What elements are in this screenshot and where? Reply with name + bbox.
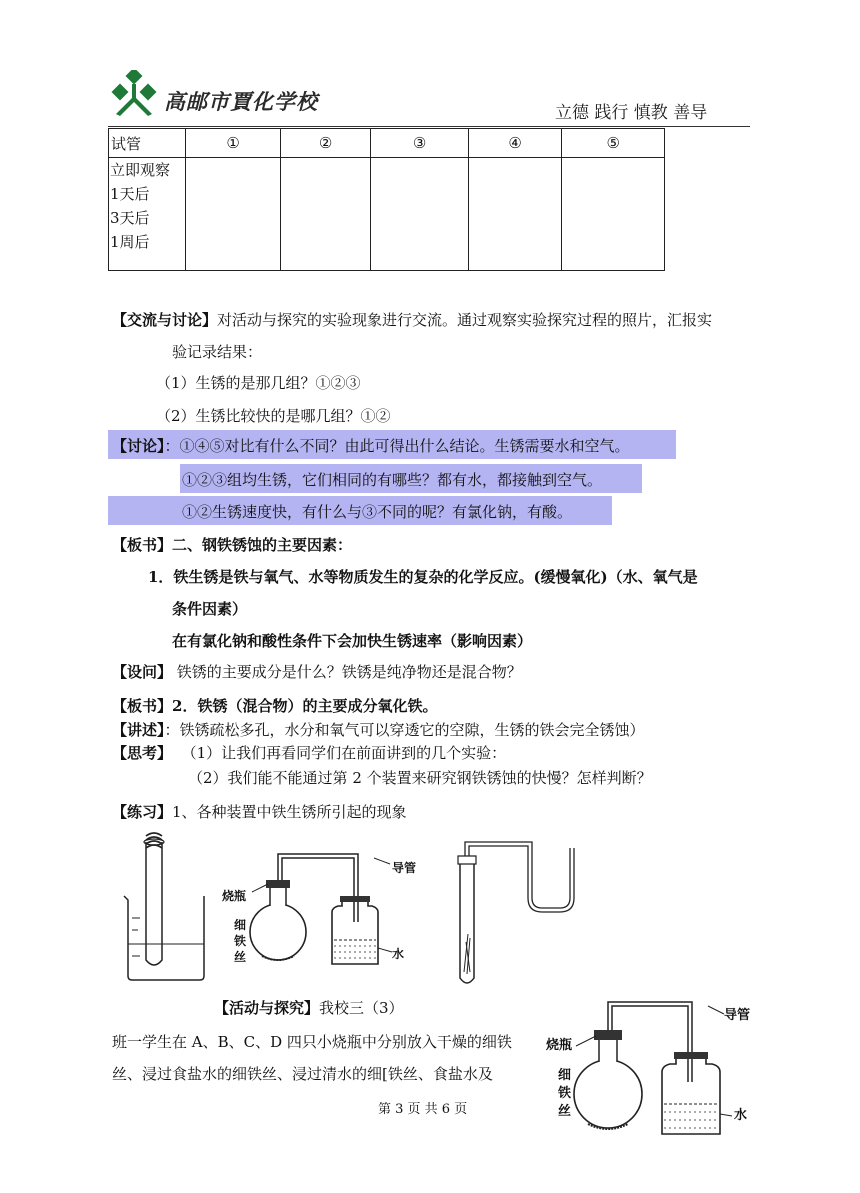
water-label-2: 水 bbox=[734, 1108, 748, 1123]
activity-line-3: 丝、浸过食盐水的细铁丝、浸过清水的细[铁丝、食盐水及 bbox=[112, 1065, 493, 1083]
header-rule bbox=[108, 126, 750, 127]
discussion-text: 对活动与探究的实验现象进行交流。通过观察实验探究过程的照片，汇报实 bbox=[217, 311, 713, 329]
school-motto: 立德 践行 慎教 善导 bbox=[555, 103, 708, 123]
think-line-2: （2）我们能不能通过第 2 个装置来研究钢铁锈蚀的快慢？怎样判断？ bbox=[188, 769, 652, 787]
school-logo bbox=[108, 70, 160, 118]
talk-line-1 bbox=[112, 436, 630, 456]
board-title: 二、钢铁锈蚀的主要因素： bbox=[172, 536, 353, 554]
discussion-text-cont: 验记录结果： bbox=[172, 343, 263, 361]
ask-text: 铁锈的主要成分是什么？铁锈是纯净物还是混合物？ bbox=[176, 663, 522, 681]
row-label: 1天后 bbox=[110, 185, 150, 203]
explain-tag: 【讲述】 bbox=[112, 721, 165, 739]
school-name: 高邮市賈化学校 bbox=[164, 89, 318, 114]
table-header-cell: ① bbox=[186, 129, 281, 158]
u-tube-apparatus bbox=[448, 838, 588, 988]
explain-text: ：铁锈疏松多孔，水分和氧气可以穿透它的空隙，生锈的铁会完全锈蚀） bbox=[164, 721, 645, 739]
ask-tag: 【设问】 bbox=[112, 663, 173, 681]
table-header-cell: ⑤ bbox=[562, 129, 665, 158]
board-point-1: 1．铁生锈是铁与氧气、水等物质发生的复杂的化学反应。(缓慢氧化)（水、氧气是 bbox=[148, 568, 698, 586]
beaker-apparatus bbox=[118, 830, 210, 984]
think-text-1: （1）让我们再看同学们在前面讲到的几个实验： bbox=[181, 744, 507, 762]
wire-label-1c: 丝 bbox=[234, 950, 247, 964]
table-cell bbox=[280, 158, 370, 271]
practice-line bbox=[112, 802, 407, 822]
question-2: （2）生锈比较快的是哪几组？①② bbox=[156, 407, 391, 425]
discussion-paragraph bbox=[112, 310, 712, 330]
board-heading bbox=[112, 535, 352, 555]
table-cell bbox=[186, 158, 281, 271]
explain-line bbox=[112, 720, 645, 740]
water-label-1: 水 bbox=[392, 947, 405, 961]
question-1: （1）生锈的是那几组？①②③ bbox=[156, 374, 361, 392]
wire-label-2a: 细 bbox=[558, 1068, 572, 1083]
talk-text-1: ：①④⑤对比有什么不同？由此可得出什么结论。生锈需要水和空气。 bbox=[164, 437, 630, 455]
flask-label-2: 烧瓶 bbox=[546, 1038, 573, 1053]
think-line-1 bbox=[112, 743, 506, 763]
page-number: 第 3 页 共 6 页 bbox=[378, 1102, 468, 1117]
flask-apparatus-1 bbox=[222, 848, 412, 970]
ask-line bbox=[112, 662, 522, 682]
talk-line-3: ①②生锈速度快，有什么与③不同的呢？有氯化钠，有酸。 bbox=[182, 503, 573, 521]
board-point-1-extra: 在有氯化钠和酸性条件下会加快生锈速率（影响因素） bbox=[172, 632, 533, 650]
row-label: 3天后 bbox=[110, 209, 150, 227]
discussion-tag: 【交流与讨论】 bbox=[112, 311, 218, 329]
activity-text: 我校三（3） bbox=[319, 999, 404, 1017]
talk-tag: 【讨论】 bbox=[112, 437, 165, 455]
activity-tag: 【活动与探究】 bbox=[214, 999, 320, 1017]
activity-line-1 bbox=[214, 998, 404, 1018]
board-2-line bbox=[112, 696, 437, 716]
table-cell bbox=[468, 158, 562, 271]
observation-table bbox=[108, 128, 665, 271]
board-point-1-cont: 条件因素） bbox=[172, 600, 248, 618]
tube-label-2: 导管 bbox=[724, 1008, 751, 1023]
board-tag: 【板书】 bbox=[112, 536, 173, 554]
row-label: 1周后 bbox=[110, 233, 150, 251]
table-header-cell: ② bbox=[280, 129, 370, 158]
table-header-cell: ③ bbox=[371, 129, 469, 158]
activity-line-2: 班一学生在 A、B、C、D 四只小烧瓶中分别放入干燥的细铁 bbox=[112, 1033, 512, 1051]
talk-line-2: ①②③组均生锈，它们相同的有哪些？都有水，都接触到空气。 bbox=[182, 471, 603, 489]
practice-tag: 【练习】 bbox=[112, 803, 173, 821]
wire-label-2c: 丝 bbox=[558, 1104, 572, 1119]
table-header-cell: 试管 bbox=[109, 129, 186, 158]
wire-label-1b: 铁 bbox=[234, 934, 247, 948]
wire-label-2b: 铁 bbox=[558, 1086, 572, 1101]
board-2-tag: 【板书】 bbox=[112, 697, 173, 715]
row-label: 立即观察 bbox=[110, 161, 171, 179]
think-tag: 【思考】 bbox=[112, 744, 173, 762]
row-labels-cell bbox=[109, 158, 186, 271]
wire-label-1a: 细 bbox=[234, 918, 247, 932]
table-cell bbox=[562, 158, 665, 271]
practice-text: 1、各种装置中铁生锈所引起的现象 bbox=[172, 803, 407, 821]
board-2-text: 2．铁锈（混合物）的主要成分氧化铁。 bbox=[172, 697, 438, 715]
flask-label-1: 烧瓶 bbox=[222, 889, 247, 903]
table-header-cell: ④ bbox=[468, 129, 562, 158]
table-cell bbox=[371, 158, 469, 271]
tube-label-1: 导管 bbox=[392, 861, 417, 875]
